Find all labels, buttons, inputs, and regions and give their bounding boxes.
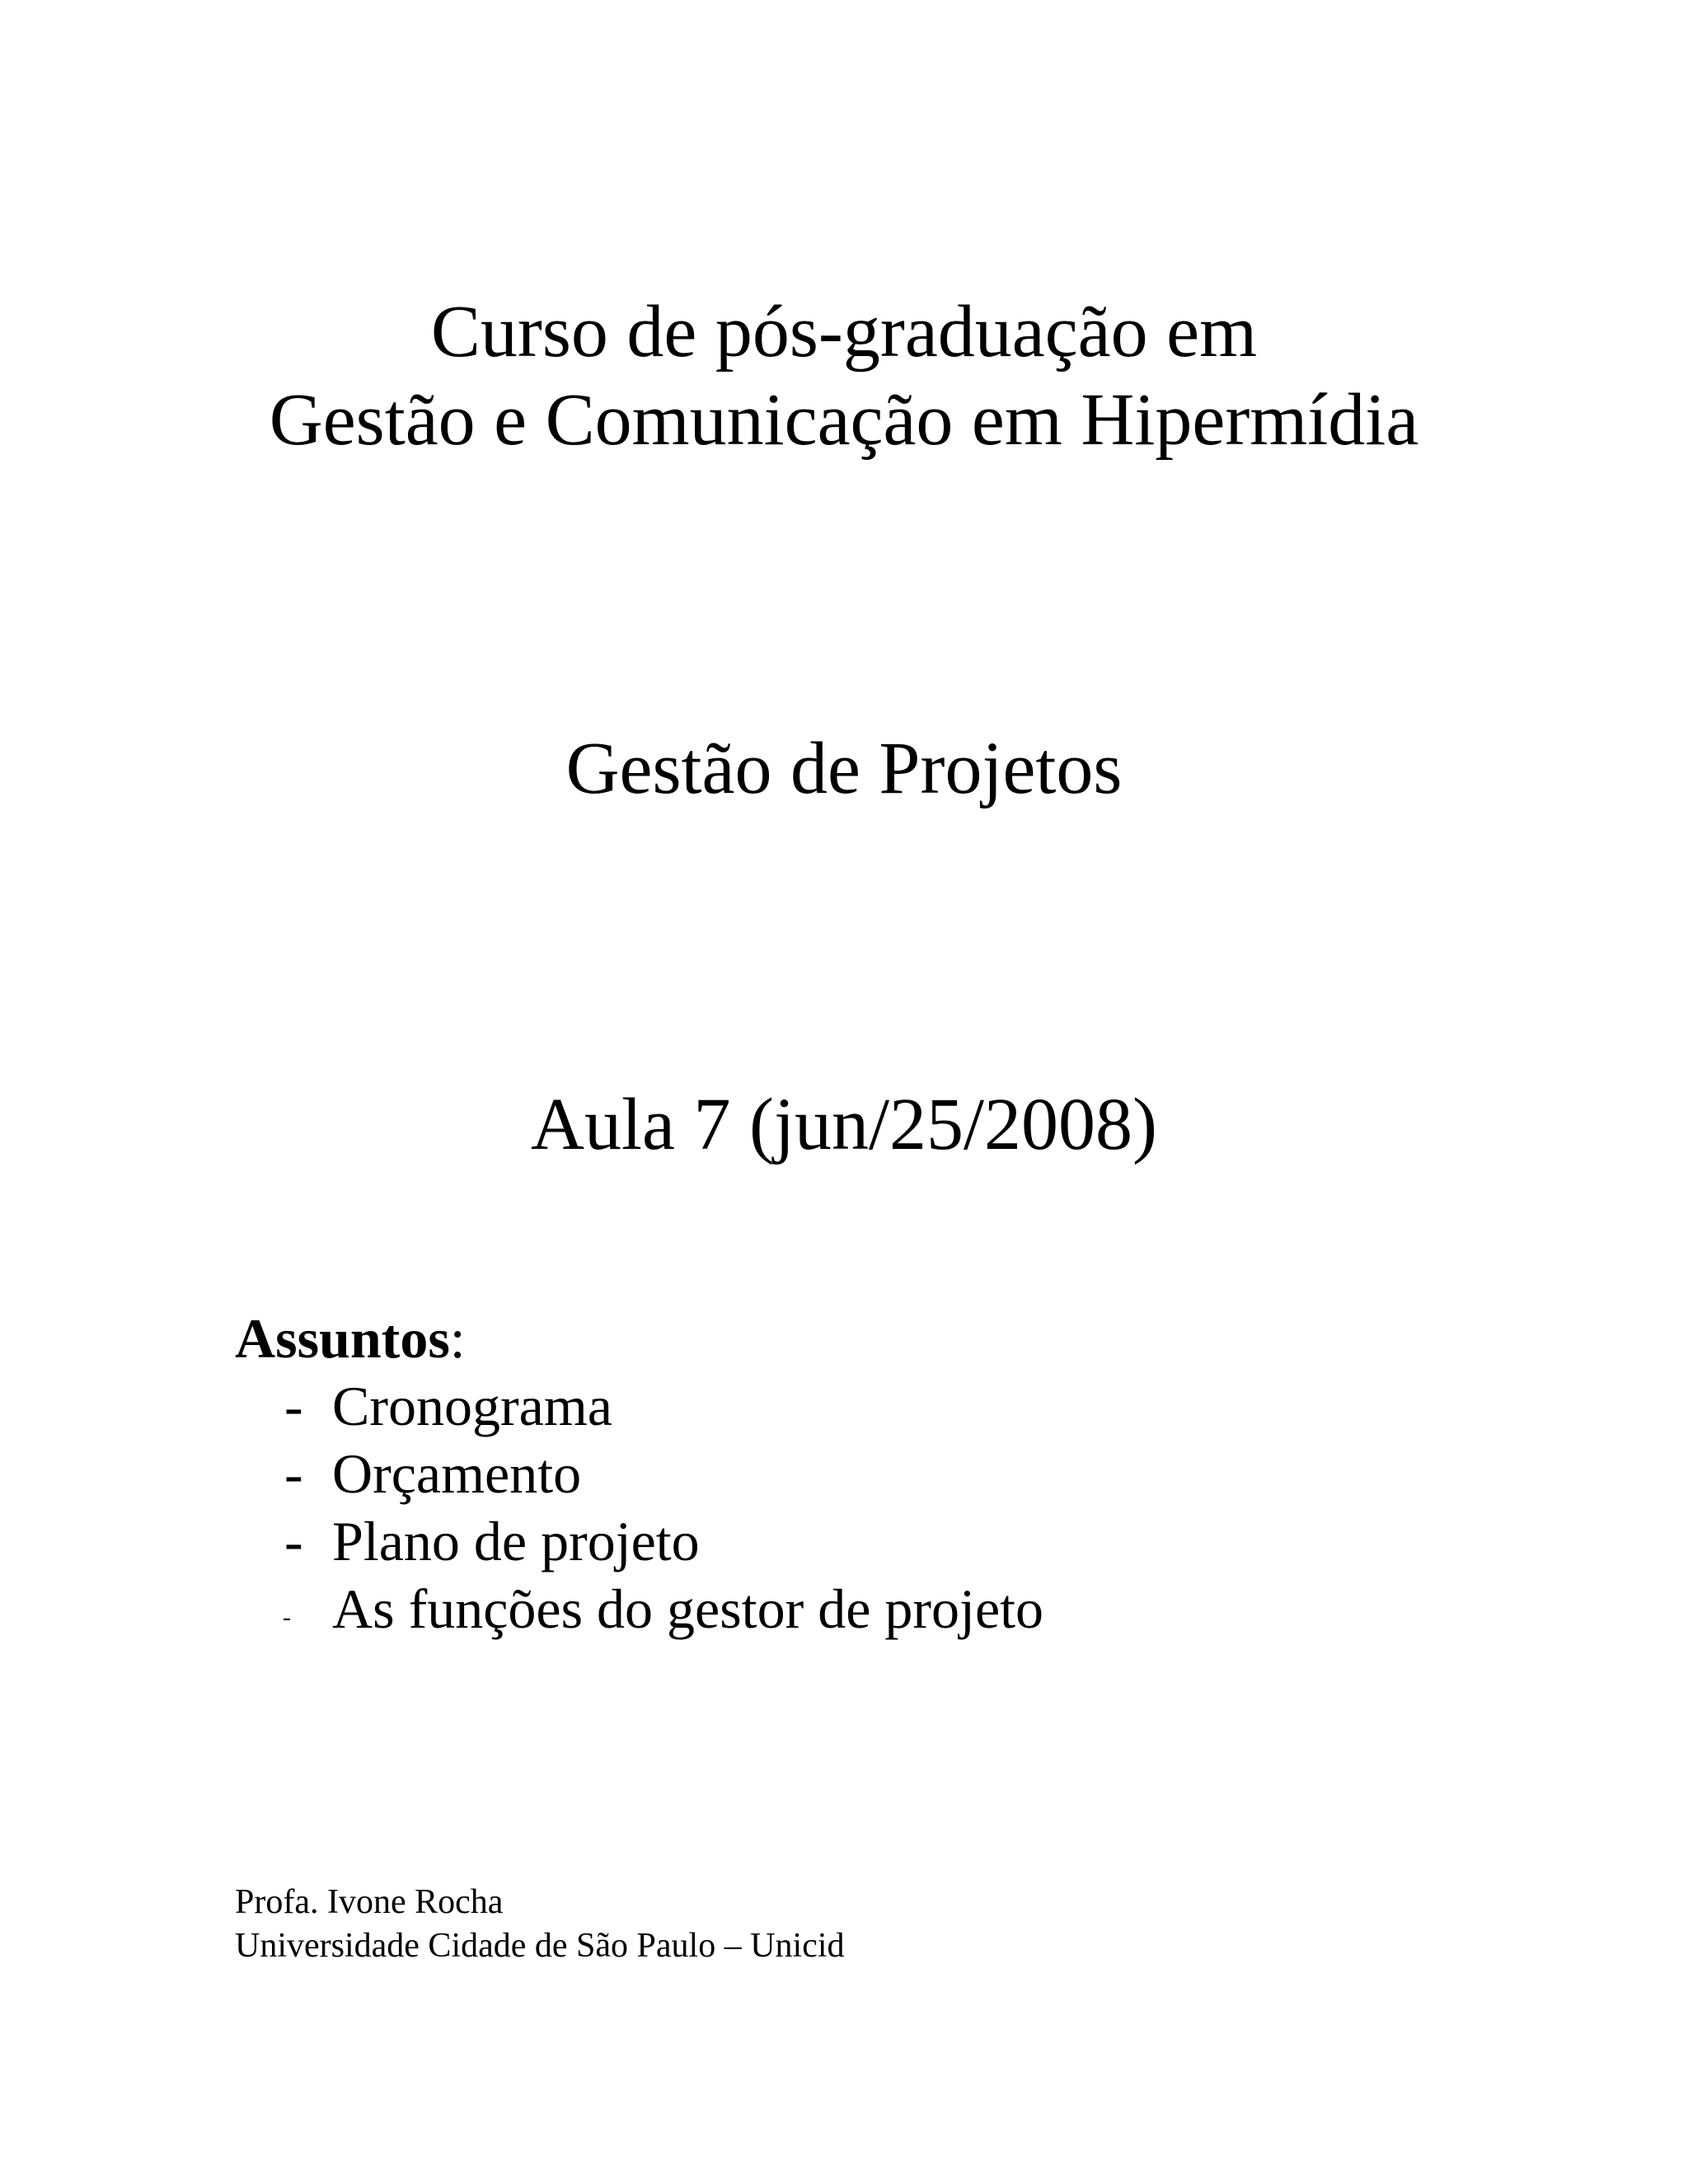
subject-title: Gestão de Projetos (565, 728, 1123, 809)
topic-text: As funções do gestor de projeto (332, 1577, 1044, 1640)
topic-list (235, 1375, 1044, 1648)
topics-heading (235, 1307, 466, 1370)
list-item (235, 1577, 1044, 1648)
lesson-title: Aula 7 (jun/25/2008) (531, 1084, 1157, 1165)
course-title-line-1: Curso de pós-graduação em (430, 291, 1258, 373)
university-name: Universidade Cidade de São Paulo – Unicid (235, 1926, 845, 1965)
footer-credits (235, 1881, 845, 1967)
list-item (235, 1442, 582, 1513)
list-dash: - (284, 1510, 303, 1572)
topics-section (235, 1307, 1044, 1648)
list-dash: - (284, 1442, 303, 1505)
list-dash: - (284, 1375, 303, 1437)
topic-text: Plano de projeto (332, 1510, 700, 1572)
topic-text: Orçamento (332, 1442, 582, 1505)
list-item (235, 1375, 612, 1446)
topic-text: Cronograma (332, 1375, 612, 1437)
topics-heading-colon: : (449, 1307, 466, 1370)
professor-name: Profa. Ivone Rocha (235, 1883, 504, 1921)
topics-heading-label: Assuntos (235, 1307, 450, 1370)
list-item (235, 1510, 700, 1581)
course-title-line-2: Gestão e Comunicação em Hipermídia (269, 379, 1419, 461)
list-dash: - (283, 1604, 291, 1631)
